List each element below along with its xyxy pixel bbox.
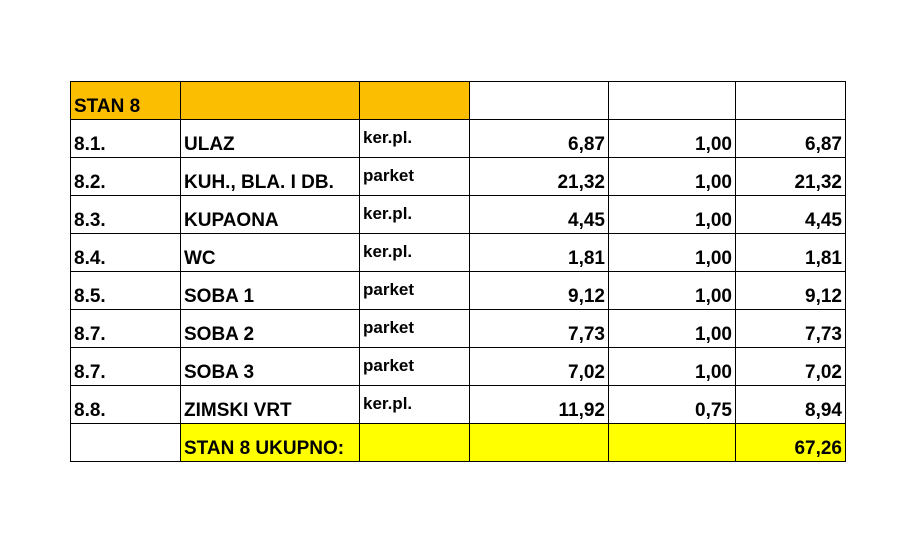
net-area-cell: 6,87	[736, 120, 846, 158]
area-cell: 11,92	[470, 386, 609, 424]
table-row	[71, 348, 846, 386]
room-number-cell: 8.7.	[71, 310, 181, 348]
title-empty-cell	[360, 82, 470, 120]
floor-material-cell: parket	[360, 348, 470, 386]
coefficient-cell: 1,00	[609, 348, 736, 386]
coefficient-cell: 1,00	[609, 196, 736, 234]
net-area-cell: 4,45	[736, 196, 846, 234]
floor-material-cell: parket	[360, 310, 470, 348]
room-name-cell: KUH., BLA. I DB.	[181, 158, 360, 196]
room-number-cell: 8.1.	[71, 120, 181, 158]
apartment-title-cell: STAN 8	[71, 82, 181, 120]
table-row	[71, 272, 846, 310]
floor-material-cell: ker.pl.	[360, 386, 470, 424]
total-row	[71, 424, 846, 462]
coefficient-cell: 0,75	[609, 386, 736, 424]
floor-material-cell: ker.pl.	[360, 234, 470, 272]
area-cell: 6,87	[470, 120, 609, 158]
net-area-cell: 7,02	[736, 348, 846, 386]
room-name-cell: SOBA 3	[181, 348, 360, 386]
room-number-cell: 8.5.	[71, 272, 181, 310]
coefficient-cell: 1,00	[609, 120, 736, 158]
table-row	[71, 234, 846, 272]
table-row	[71, 158, 846, 196]
area-cell: 7,02	[470, 348, 609, 386]
total-empty-cell	[360, 424, 470, 462]
table-row	[71, 196, 846, 234]
coefficient-cell: 1,00	[609, 234, 736, 272]
coefficient-cell: 1,00	[609, 310, 736, 348]
coefficient-cell: 1,00	[609, 158, 736, 196]
room-name-cell: WC	[181, 234, 360, 272]
title-empty-cell	[736, 82, 846, 120]
floor-material-cell: ker.pl.	[360, 196, 470, 234]
area-cell: 4,45	[470, 196, 609, 234]
total-label-cell: STAN 8 UKUPNO:	[181, 424, 360, 462]
total-empty-cell	[609, 424, 736, 462]
net-area-cell: 21,32	[736, 158, 846, 196]
floor-material-cell: ker.pl.	[360, 120, 470, 158]
room-name-cell: ULAZ	[181, 120, 360, 158]
total-empty-cell	[470, 424, 609, 462]
table-row	[71, 386, 846, 424]
room-number-cell: 8.3.	[71, 196, 181, 234]
room-name-cell: SOBA 1	[181, 272, 360, 310]
apartment-area-table	[70, 81, 846, 462]
room-name-cell: SOBA 2	[181, 310, 360, 348]
title-row	[71, 82, 846, 120]
coefficient-cell: 1,00	[609, 272, 736, 310]
total-value-cell: 67,26	[736, 424, 846, 462]
net-area-cell: 8,94	[736, 386, 846, 424]
room-number-cell: 8.7.	[71, 348, 181, 386]
total-empty-cell	[71, 424, 181, 462]
area-cell: 9,12	[470, 272, 609, 310]
table-row	[71, 310, 846, 348]
floor-material-cell: parket	[360, 158, 470, 196]
net-area-cell: 9,12	[736, 272, 846, 310]
room-number-cell: 8.8.	[71, 386, 181, 424]
room-number-cell: 8.2.	[71, 158, 181, 196]
floor-material-cell: parket	[360, 272, 470, 310]
title-empty-cell	[609, 82, 736, 120]
room-name-cell: ZIMSKI VRT	[181, 386, 360, 424]
title-empty-cell	[470, 82, 609, 120]
net-area-cell: 1,81	[736, 234, 846, 272]
title-empty-cell	[181, 82, 360, 120]
table-row	[71, 120, 846, 158]
area-cell: 21,32	[470, 158, 609, 196]
area-cell: 7,73	[470, 310, 609, 348]
net-area-cell: 7,73	[736, 310, 846, 348]
room-number-cell: 8.4.	[71, 234, 181, 272]
room-name-cell: KUPAONA	[181, 196, 360, 234]
area-cell: 1,81	[470, 234, 609, 272]
